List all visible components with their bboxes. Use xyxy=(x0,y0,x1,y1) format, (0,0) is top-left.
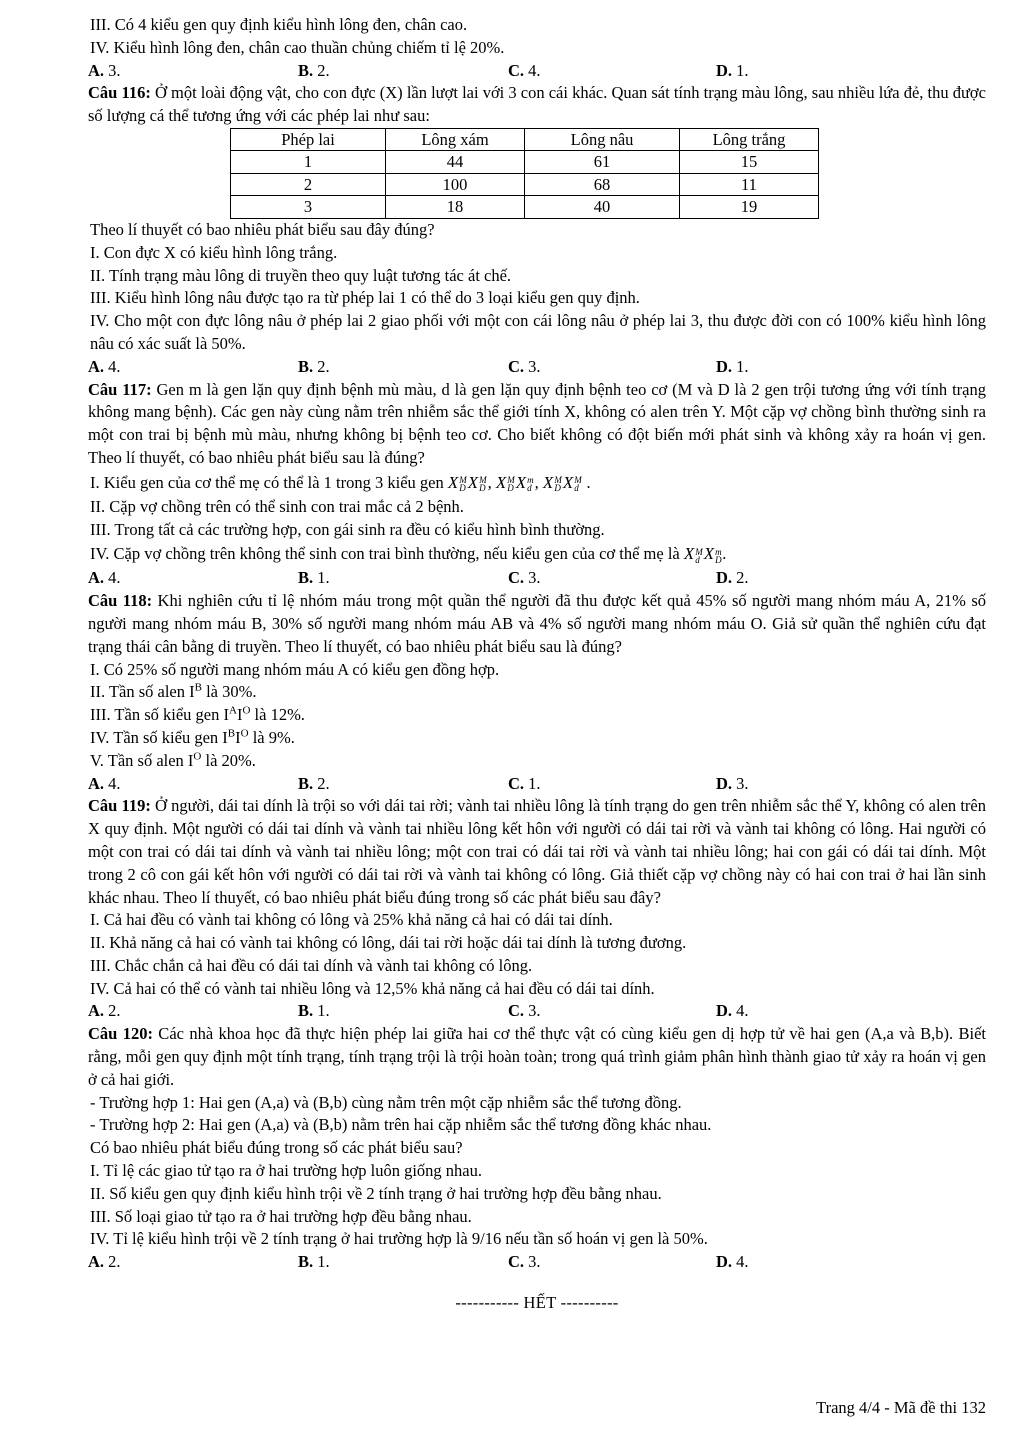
table-cell: 1 xyxy=(231,151,386,174)
option-b: B. 1. xyxy=(298,1252,330,1272)
question-label: Câu 118: xyxy=(88,591,153,611)
statement-I: I. Kiểu gen của cơ thể mẹ có thể là 1 trong 3 kiểu gen X M D X M D , X M D X m d , X M D X M d . xyxy=(90,472,591,493)
option-b: B. 2. xyxy=(298,356,330,376)
option-b: B. 2. xyxy=(298,773,330,793)
statement-II: II. Cặp vợ chồng trên có thể sinh con trai mắc cả 2 bệnh. xyxy=(90,496,464,516)
option-b: B. 1. xyxy=(298,1001,330,1021)
case-2: - Trường hợp 2: Hai gen (A,a) và (B,b) nằm trên hai cặp nhiễm sắc thể tương đồng khác nhau. xyxy=(90,1115,712,1135)
statement-II: II. Khả năng cả hai có vành tai không có lông, dái tai rời hoặc dái tai dính là tương đương. xyxy=(90,933,687,953)
question-118 xyxy=(88,590,986,658)
answer-options xyxy=(88,356,986,379)
cross-results-table xyxy=(230,128,819,219)
option-d: D. 3. xyxy=(716,773,749,793)
question-120 xyxy=(88,1023,986,1091)
table-cell: 3 xyxy=(231,196,386,219)
table-cell: 19 xyxy=(680,196,819,219)
option-d: D. 4. xyxy=(716,1001,749,1021)
table-cell: 2 xyxy=(231,173,386,196)
statement-IV: IV. Tần số kiểu gen $I^BI^O$ là 9%. xyxy=(90,727,295,747)
table-row xyxy=(231,196,819,219)
option-d: D. 2. xyxy=(716,568,749,588)
statement-I: I. Tỉ lệ các giao tử tạo ra ở hai trường hợp luôn giống nhau. xyxy=(90,1161,482,1181)
question-text: Khi nghiên cứu tỉ lệ nhóm máu trong một quần thể người đã thu được kết quả 45% số người mang nhóm máu A, 21% số người mang nhóm máu B, 30% số người mang nhóm máu AB và 4% số người mang nhóm máu O. Giả sử quần thể nghiên cứu đạt trạng thái cân bằng di truyền. Theo lí thuyết, có bao nhiêu phát biểu sau là đúng? xyxy=(88,591,987,656)
statement-I: I. Con đực X có kiểu hình lông trắng. xyxy=(90,242,338,262)
question-text: Gen m là gen lặn quy định bệnh mù màu, d là gen lặn quy định bệnh teo cơ (M và D là 2 gen trội tương ứng với tính trạng không mang bệnh). Các gen này cùng nằm trên nhiễm sắc thể giới tính X, không có alen trên Y. Một cặp vợ chồng bình thường sinh ra một con trai bị bệnh mù màu, nhưng không bị bệnh teo cơ. Cho biết không có đột biến mới phát sinh và không xảy ra hoán vị gen. Theo lí thuyết, có bao nhiêu phát biểu sau là đúng? xyxy=(88,379,986,467)
statement-III: III. Có 4 kiểu gen quy định kiểu hình lông đen, chân cao. xyxy=(90,15,468,34)
option-c: C. 1. xyxy=(508,773,541,793)
table-cell: 11 xyxy=(680,173,819,196)
statement-III: III. Số loại giao tử tạo ra ở hai trường hợp đều bằng nhau. xyxy=(90,1206,472,1226)
end-mark: ----------- HẾT ---------- xyxy=(455,1293,619,1313)
answer-options xyxy=(88,773,986,796)
question-116 xyxy=(88,82,986,128)
option-d: D. 4. xyxy=(716,1252,749,1272)
option-b: B. 1. xyxy=(298,568,330,588)
statement-II: II. Tần số alen $I^B$ là 30%. xyxy=(90,681,257,702)
table-cell: 100 xyxy=(386,173,525,196)
question-119 xyxy=(88,795,986,909)
question-label: Câu 120: xyxy=(88,1024,153,1044)
answer-options xyxy=(88,1251,986,1274)
statement-IV: IV. Cả hai có thể có vành tai nhiều lông và 12,5% khả năng cả hai đều có dái tai dính. xyxy=(90,978,655,998)
genotype-formula: X M d X m D . xyxy=(683,544,727,565)
table-cell: 15 xyxy=(680,151,819,174)
answer-options xyxy=(88,567,986,590)
question-117 xyxy=(88,379,986,470)
genotype-formula: X M D X M D , X M D X m d , X M D X M d . xyxy=(447,472,591,493)
option-a: A. 2. xyxy=(88,1252,121,1272)
table-cell: 44 xyxy=(386,151,525,174)
statement-II: II. Tính trạng màu lông di truyền theo quy luật tương tác át chế. xyxy=(90,265,512,285)
question-label: Câu 117: xyxy=(88,379,152,399)
option-c: C. 3. xyxy=(508,1001,541,1021)
statement-II: II. Số kiểu gen quy định kiểu hình trội về 2 tính trạng ở hai trường hợp đều bằng nhau. xyxy=(90,1183,662,1203)
table-cell: 68 xyxy=(525,173,680,196)
statement-I: I. Có 25% số người mang nhóm máu A có kiểu gen đồng hợp. xyxy=(90,659,500,679)
option-c: C. 3. xyxy=(508,568,541,588)
option-a: A. 3. xyxy=(88,60,121,80)
question-prompt: Có bao nhiêu phát biểu đúng trong số các phát biểu sau? xyxy=(90,1138,463,1158)
option-a: A. 4. xyxy=(88,568,121,588)
table-header: Phép lai xyxy=(231,128,386,151)
statement-IV: IV. Kiểu hình lông đen, chân cao thuần chủng chiếm tỉ lệ 20%. xyxy=(90,37,505,57)
statement-I: I. Cả hai đều có vành tai không có lông và 25% khả năng cả hai có dái tai dính. xyxy=(90,910,613,930)
option-d: D. 1. xyxy=(716,356,749,376)
option-c: C. 3. xyxy=(508,1252,541,1272)
option-a: A. 4. xyxy=(88,356,121,376)
question-text: Ở một loài động vật, cho con đực (X) lần lượt lai với 3 con cái khác. Quan sát tính trạng màu lông, sau nhiều lứa đẻ, thu được số lượng cá thể tương ứng với các phép lai như sau: xyxy=(88,83,986,126)
statement-III: III. Tần số kiểu gen $I^AI^O$ là 12%. xyxy=(90,704,305,725)
statement-III: III. Trong tất cả các trường hợp, con gái sinh ra đều có kiểu hình bình thường. xyxy=(90,519,605,539)
option-c: C. 4. xyxy=(508,60,541,80)
statement-III: III. Chắc chắn cả hai đều có dái tai dính và vành tai không có lông. xyxy=(90,955,533,975)
option-d: D. 1. xyxy=(716,60,749,80)
question-label: Câu 116: xyxy=(88,83,151,103)
statement-V: V. Tần số alen $I^O$ là 20%. xyxy=(90,750,256,770)
question-prompt: Theo lí thuyết có bao nhiêu phát biểu sau đây đúng? xyxy=(90,219,435,239)
table-row xyxy=(231,151,819,174)
table-cell: 61 xyxy=(525,151,680,174)
option-a: A. 4. xyxy=(88,773,121,793)
statement-IV: IV. Tỉ lệ kiểu hình trội về 2 tính trạng ở hai trường hợp là 9/16 nếu tần số hoán vị gen là 50%. xyxy=(90,1229,708,1249)
option-c: C. 3. xyxy=(508,356,541,376)
question-label: Câu 119: xyxy=(88,796,151,816)
question-text: Ở người, dái tai dính là trội so với dái tai rời; vành tai nhiều lông là tính trạng do gen trên nhiễm sắc thể Y, không có alen trên X quy định. Một người có dái tai dính và vành tai nhiều lông kết hôn với người có dái tai rời và vành tai không có lông. Hai người có một con trai có dái tai dính và vành tai nhiều lông; một con trai có dái tai rời và vành tai nhiều lông; hai con gái có dái tai dính. Một trong 2 cô con gái kết hôn với người có dái tai rời và vành tai không có lông. Giả thiết cặp vợ chồng này có hai con trai ở hai lần sinh khác nhau. Theo lí thuyết, có bao nhiêu phát biểu đúng trong số các phát biểu sau đây? xyxy=(88,796,986,907)
page-footer: Trang 4/4 - Mã đề thi 132 xyxy=(816,1398,986,1417)
table-header: Lông xám xyxy=(386,128,525,151)
exam-page xyxy=(88,14,986,1315)
case-1: - Trường hợp 1: Hai gen (A,a) và (B,b) cùng nằm trên một cặp nhiễm sắc thể tương đồng. xyxy=(90,1092,682,1112)
table-header: Lông trắng xyxy=(680,128,819,151)
question-text: Các nhà khoa học đã thực hiện phép lai giữa hai cơ thể thực vật có cùng kiểu gen dị hợp tử về hai gen (A,a và B,b). Biết rằng, mỗi gen quy định một tính trạng, tính trạng trội là trội hoàn toàn; trong quá trình giảm phân hình thành giao tử xảy ra hoán vị gen ở cả hai giới. xyxy=(88,1024,986,1089)
table-header: Lông nâu xyxy=(525,128,680,151)
option-b: B. 2. xyxy=(298,60,330,80)
table-cell: 40 xyxy=(525,196,680,219)
answer-options xyxy=(88,1000,986,1023)
table-cell: 18 xyxy=(386,196,525,219)
statement-III: III. Kiểu hình lông nâu được tạo ra từ phép lai 1 có thể do 3 loại kiểu gen quy định. xyxy=(90,288,640,308)
table-header-row xyxy=(231,128,819,151)
table-row xyxy=(231,173,819,196)
answer-options xyxy=(88,60,986,83)
option-a: A. 2. xyxy=(88,1001,121,1021)
statement-IV: IV. Cho một con đực lông nâu ở phép lai 2 giao phối với một con cái lông nâu ở phép lai 3, thu được đời con có 100% kiểu hình lông nâu có xác suất là 50%. xyxy=(90,311,986,353)
statement-IV: IV. Cặp vợ chồng trên không thể sinh con trai bình thường, nếu kiểu gen của cơ thể mẹ là X M d X m D . xyxy=(90,544,727,565)
